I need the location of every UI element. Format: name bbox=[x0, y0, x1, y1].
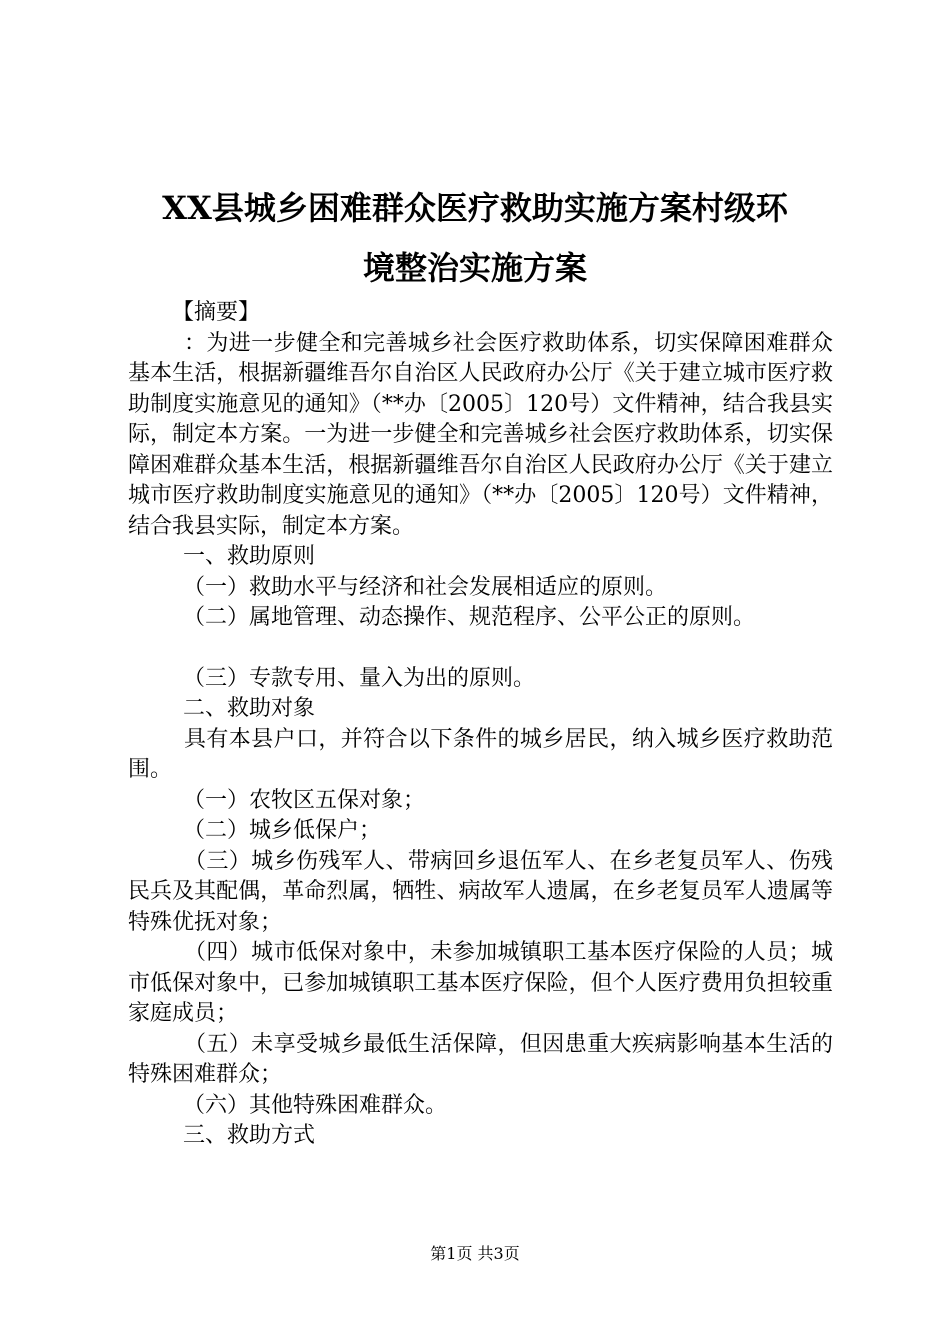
page-indicator: 第1页 共3页 bbox=[430, 1244, 520, 1263]
target-item-1: （一）农牧区五保对象； bbox=[183, 787, 426, 813]
paragraph-gap bbox=[128, 634, 833, 664]
principle-item-1: （一）救助水平与经济和社会发展相适应的原则。 bbox=[183, 574, 668, 600]
section-heading-principles: 一、救助原则 bbox=[183, 544, 316, 569]
target-item-2: （二）城乡低保户； bbox=[183, 818, 382, 843]
document-title-line-1: XX县城乡困难群众医疗救助实施方案村级环 bbox=[162, 189, 788, 227]
abstract-label: 【摘要】 bbox=[172, 300, 261, 325]
principle-item-2: （二）属地管理、动态操作、规范程序、公平公正的原则。 bbox=[183, 605, 756, 630]
targets-intro: 具有本县户口，并符合以下条件的城乡居民，纳入城乡医疗救助范围。 bbox=[128, 726, 833, 782]
principle-item-3: （三）专款专用、量入为出的原则。 bbox=[183, 665, 536, 691]
section-heading-targets: 二、救助对象 bbox=[183, 696, 316, 721]
target-item-6: （六）其他特殊困难群众。 bbox=[183, 1092, 448, 1118]
abstract-text: ：为进一步健全和完善城乡社会医疗救助体系，切实保障困难群众基本生活，根据新疆维吾尔自治区人民政府办公厅《关于建立城市医疗救助制度实施意见的通知》（**办〔2005〕120号）文件精神，结合我县实际，制定本方案。一为进一步健全和完善城乡社会医疗救助体系，切实保障困难群众基本生活，根据新疆维吾尔自治区人民政府办公厅《关于建立城市医疗救助制度实施意见的通知》（**办〔2005〕120号）文件精神，结合我县实际，制定本方案。 bbox=[128, 330, 833, 539]
target-item-5: （五）未享受城乡最低生活保障，但因患重大疾病影响基本生活的特殊困难群众； bbox=[128, 1031, 833, 1087]
target-item-4: （四）城市低保对象中，未参加城镇职工基本医疗保险的人员；城市低保对象中，已参加城镇职工基本医疗保险，但个人医疗费用负担较重家庭成员； bbox=[128, 940, 833, 1026]
document-title-line-2: 境整治实施方案 bbox=[362, 249, 587, 287]
section-heading-methods: 三、救助方式 bbox=[183, 1123, 316, 1148]
target-item-3: （三）城乡伤残军人、带病回乡退伍军人、在乡老复员军人、伤残民兵及其配偶，革命烈属，牺牲、病故军人遗属，在乡老复员军人遗属等特殊优抚对象； bbox=[128, 848, 833, 935]
document-body bbox=[128, 298, 833, 1152]
